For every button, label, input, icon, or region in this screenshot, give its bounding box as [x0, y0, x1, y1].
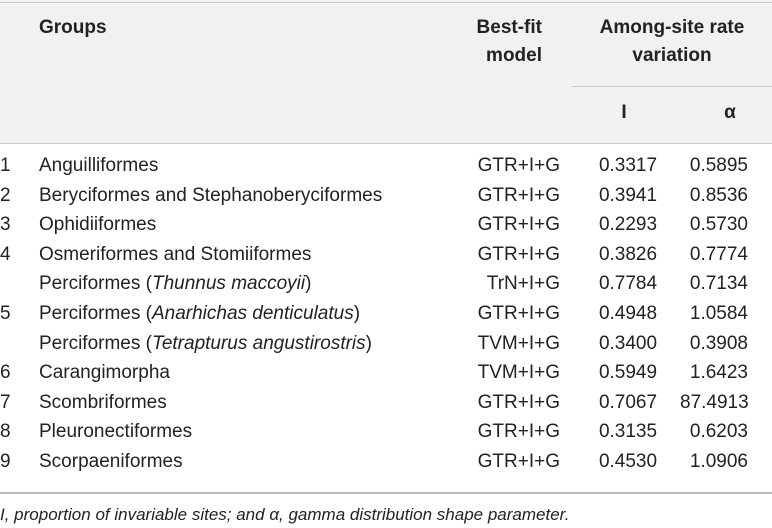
row-i-value: 0.3135	[598, 421, 658, 442]
row-alpha-value: 0.5730	[689, 214, 748, 235]
row-group	[39, 333, 372, 355]
header-rate-line1: Among-site rate	[599, 17, 745, 38]
group-name-suffix: )	[353, 303, 361, 324]
row-model: TrN+I+G	[486, 273, 560, 294]
header-groups: Groups	[39, 17, 107, 38]
row-group	[39, 244, 311, 266]
row-i-value: 0.7784	[598, 273, 658, 294]
table-footnote: I, proportion of invariable sites; and α, gamma distribution shape parameter.	[0, 505, 570, 524]
row-alpha-value: 0.6203	[689, 421, 748, 442]
rate-variation-subrule	[572, 86, 772, 87]
row-i-value: 0.7067	[598, 392, 658, 413]
group-name: Osmeriformes and Stomiiformes	[39, 244, 312, 265]
row-group	[39, 273, 311, 295]
row-model: GTR+I+G	[477, 421, 560, 442]
row-alpha-value: 0.3908	[689, 333, 748, 354]
top-rule	[0, 2, 772, 3]
bottom-rule	[0, 492, 772, 494]
row-group	[39, 303, 360, 325]
row-i-value: 0.3317	[598, 155, 658, 176]
row-number: 5	[0, 303, 11, 324]
group-name-suffix: )	[365, 333, 372, 354]
row-model: TVM+I+G	[477, 362, 560, 383]
row-number: 6	[0, 362, 11, 383]
row-number: 9	[0, 451, 11, 472]
row-model: GTR+I+G	[477, 214, 560, 235]
row-number: 7	[0, 392, 11, 413]
row-i-value: 0.4948	[598, 303, 658, 324]
row-alpha-value: 1.0584	[689, 303, 748, 324]
group-name: Scombriformes	[39, 392, 167, 413]
group-name: Perciformes (	[39, 273, 152, 294]
group-name-suffix: )	[305, 273, 312, 294]
header-model-line2: model	[486, 45, 542, 66]
row-i-value: 0.3941	[598, 185, 658, 206]
row-model: GTR+I+G	[477, 303, 560, 324]
row-i-value: 0.5949	[598, 362, 658, 383]
row-number: 1	[0, 155, 11, 176]
row-group	[39, 451, 183, 473]
row-i-value: 0.2293	[598, 214, 658, 235]
group-name: Perciformes (	[39, 303, 152, 324]
row-model: GTR+I+G	[477, 392, 560, 413]
group-name: Ophidiiformes	[39, 214, 157, 235]
row-alpha-value: 0.8536	[689, 185, 748, 206]
header-col-alpha: α	[724, 102, 736, 123]
row-alpha-value: 1.6423	[689, 362, 748, 383]
row-model: GTR+I+G	[477, 244, 560, 265]
group-name: Beryciformes and Stephanoberyciformes	[39, 185, 383, 206]
header-rate-line2: variation	[632, 45, 712, 66]
group-name: Anguilliformes	[39, 155, 159, 176]
group-name: Scorpaeniformes	[39, 451, 183, 472]
row-model: TVM+I+G	[477, 333, 560, 354]
group-name: Pleuronectiformes	[39, 421, 193, 442]
species-name: Tetrapturus angustirostris	[151, 333, 366, 354]
row-group	[39, 214, 156, 236]
group-name: Carangimorpha	[39, 362, 170, 383]
row-group	[39, 421, 192, 443]
row-alpha-value: 1.0906	[689, 451, 748, 472]
species-name: Thunnus maccoyii	[151, 273, 306, 294]
species-name: Anarhichas denticulatus	[151, 303, 354, 324]
row-alpha-value: 0.5895	[689, 155, 748, 176]
row-i-value: 0.3400	[598, 333, 658, 354]
row-group	[39, 362, 170, 384]
row-model: GTR+I+G	[477, 451, 560, 472]
header-model-line1: Best-fit	[476, 17, 542, 38]
row-number: 4	[0, 244, 11, 265]
header-col-i: I	[621, 102, 627, 123]
row-model: GTR+I+G	[477, 155, 560, 176]
row-i-value: 0.3826	[598, 244, 658, 265]
row-alpha-value: 87.4913	[680, 392, 749, 413]
row-number: 3	[0, 214, 11, 235]
row-i-value: 0.4530	[598, 451, 658, 472]
row-number: 2	[0, 185, 11, 206]
row-number: 8	[0, 421, 11, 442]
row-group	[39, 392, 167, 414]
row-alpha-value: 0.7774	[689, 244, 748, 265]
row-alpha-value: 0.7134	[689, 273, 748, 294]
header-bottom-rule	[0, 143, 772, 144]
group-name: Perciformes (	[39, 333, 152, 354]
row-group	[39, 185, 382, 207]
row-group	[39, 155, 158, 177]
row-model: GTR+I+G	[477, 185, 560, 206]
